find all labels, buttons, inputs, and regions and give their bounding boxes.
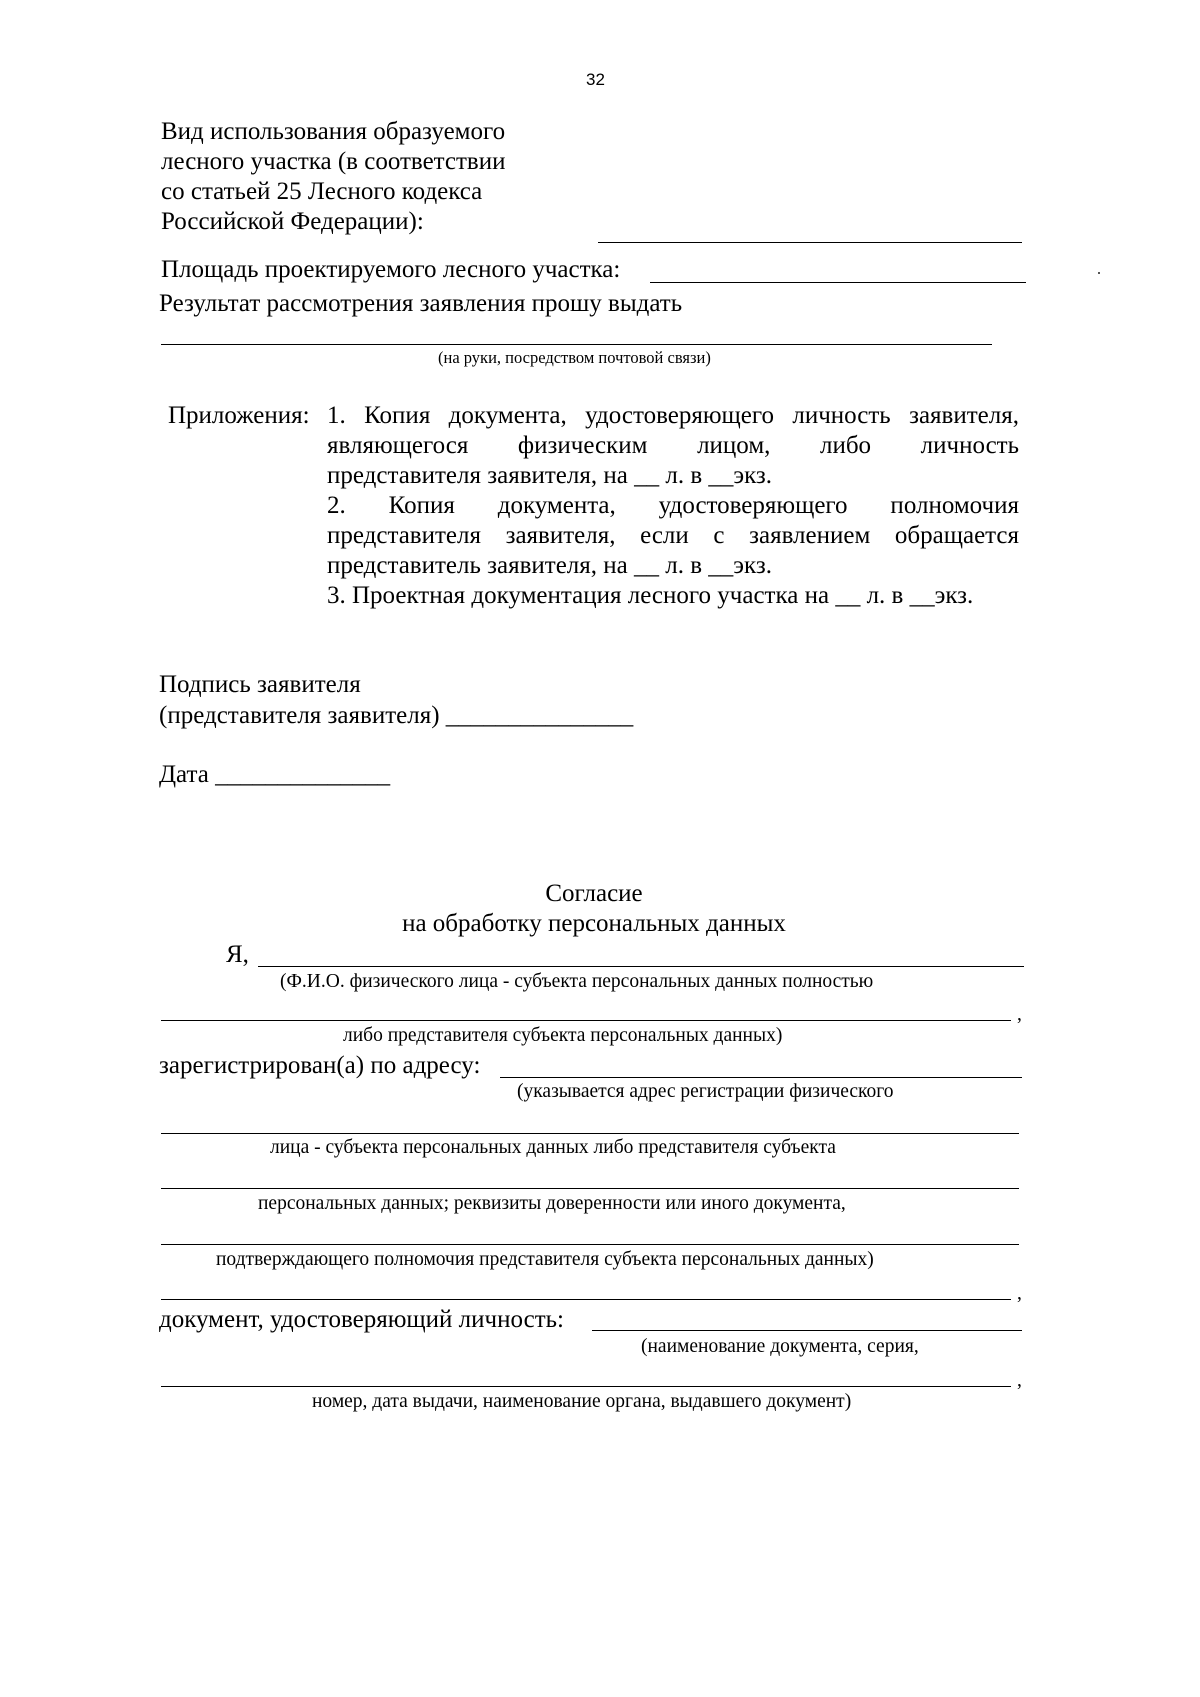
- fio-field[interactable]: [258, 966, 1024, 967]
- page-number: 32: [586, 70, 605, 89]
- consent-title: Согласие: [545, 880, 643, 907]
- id-doc-comma: ,: [1017, 1370, 1022, 1391]
- land-use-label-1: Вид использования образуемого: [161, 118, 506, 145]
- address-field-2[interactable]: [161, 1133, 1019, 1134]
- address-hint-1: (указывается адрес регистрации физического: [517, 1081, 894, 1102]
- result-label: Результат рассмотрения заявления прошу выдать: [159, 290, 683, 317]
- land-use-label-4: Российской Федерации):: [161, 208, 424, 235]
- fio-comma: ,: [1017, 1004, 1022, 1025]
- result-field[interactable]: [161, 344, 992, 345]
- address-hint-2: лица - субъекта персональных данных либо представителя субъекта: [270, 1137, 836, 1158]
- fio-hint-1: (Ф.И.О. физического лица - субъекта персональных данных полностью: [280, 971, 874, 992]
- attachments-label: Приложения:: [168, 402, 310, 429]
- fio-field-2[interactable]: [161, 1020, 1011, 1021]
- consent-subtitle: на обработку персональных данных: [402, 910, 786, 937]
- attachment-1-line-2: являющегося физическим лицом, либо личность: [327, 432, 1019, 459]
- scan-speck: [1098, 272, 1100, 274]
- attachment-2-line-1: 2. Копия документа, удостоверяющего полномочия: [327, 492, 1019, 519]
- signature-field[interactable]: (представителя заявителя) _______________: [159, 702, 634, 729]
- id-doc-field-2[interactable]: [161, 1386, 1011, 1387]
- address-hint-3: персональных данных; реквизиты доверенности или иного документа,: [258, 1193, 846, 1214]
- id-doc-hint-2: номер, дата выдачи, наименование органа, выдавшего документ): [312, 1391, 852, 1412]
- address-hint-4: подтверждающего полномочия представителя субъекта персональных данных): [216, 1249, 874, 1270]
- result-hint: (на руки, посредством почтовой связи): [438, 348, 711, 367]
- fio-hint-2: либо представителя субъекта персональных данных): [343, 1025, 783, 1046]
- signature-label: Подпись заявителя: [159, 671, 361, 698]
- attachment-1-line-1: 1. Копия документа, удостоверяющего личность заявителя,: [327, 402, 1019, 429]
- consent-i-label: Я,: [226, 941, 249, 968]
- address-field-5[interactable]: [161, 1299, 1011, 1300]
- land-use-field[interactable]: [598, 242, 1022, 243]
- area-field[interactable]: [650, 282, 1026, 283]
- address-field[interactable]: [500, 1077, 1022, 1078]
- attachment-2-line-3: представитель заявителя, на __ л. в __экз.: [327, 552, 772, 579]
- land-use-label-3: со статьей 25 Лесного кодекса: [161, 178, 483, 205]
- id-doc-label: документ, удостоверяющий личность:: [159, 1306, 564, 1333]
- land-use-label-2: лесного участка (в соответствии: [161, 148, 506, 175]
- attachment-3-line-1: 3. Проектная документация лесного участка на __ л. в __экз.: [327, 582, 974, 609]
- address-field-3[interactable]: [161, 1188, 1019, 1189]
- id-doc-field[interactable]: [592, 1330, 1022, 1331]
- id-doc-hint-1: (наименование документа, серия,: [641, 1336, 919, 1357]
- attachment-2-line-2: представителя заявителя, если с заявлением обращается: [327, 522, 1019, 549]
- area-label: Площадь проектируемого лесного участка:: [161, 256, 621, 283]
- address-comma: ,: [1017, 1283, 1022, 1304]
- registered-label: зарегистрирован(а) по адресу:: [159, 1052, 481, 1079]
- address-field-4[interactable]: [161, 1244, 1019, 1245]
- attachment-1-line-3: представителя заявителя, на __ л. в __экз.: [327, 462, 773, 489]
- date-field[interactable]: Дата ______________: [159, 761, 391, 788]
